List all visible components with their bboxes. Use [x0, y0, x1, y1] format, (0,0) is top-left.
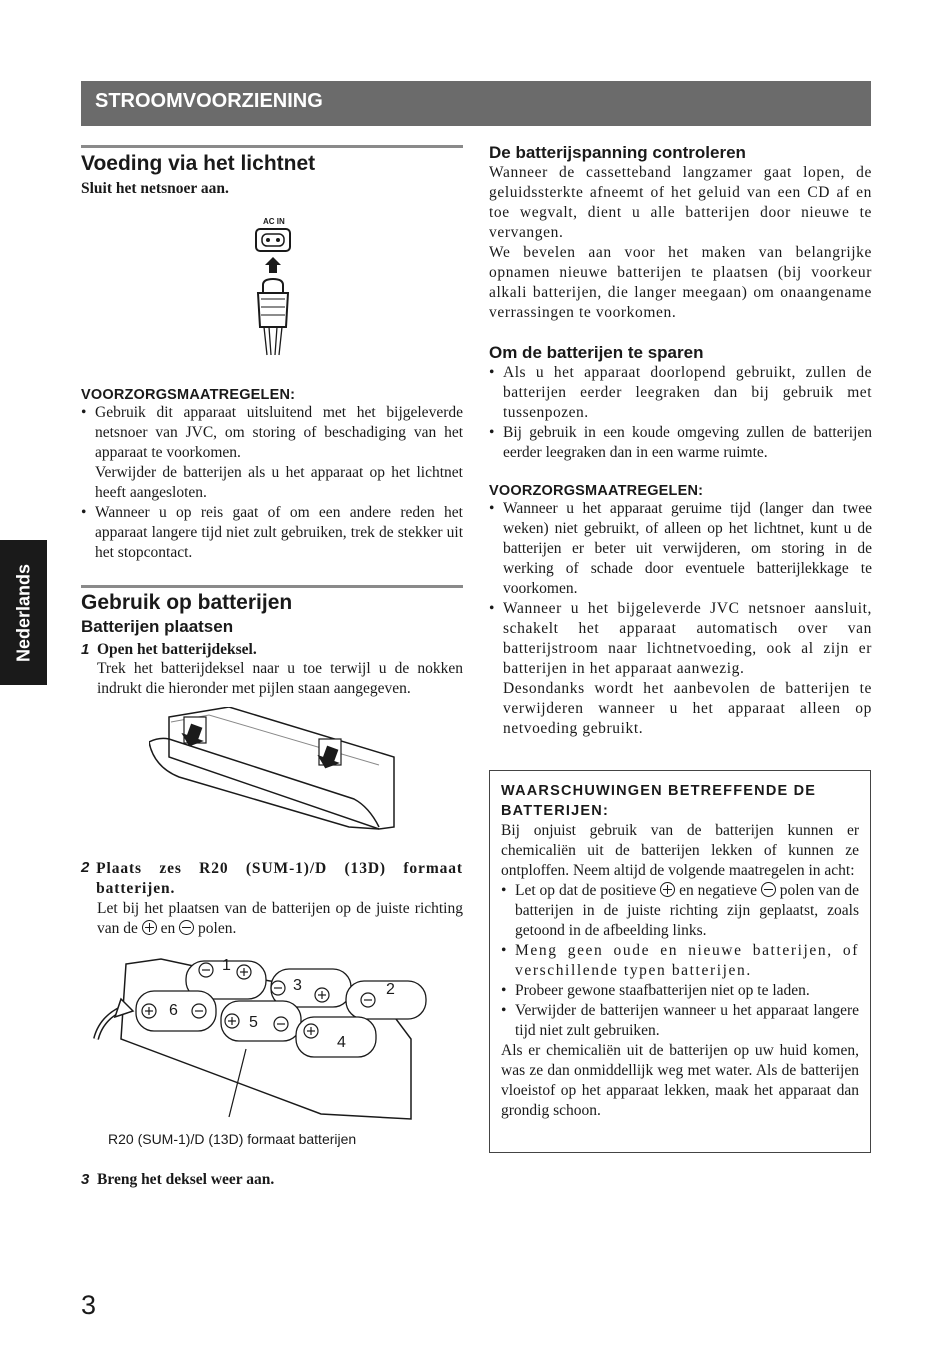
list-item	[501, 881, 859, 941]
battery-number: 2	[386, 981, 395, 998]
step-number: 1	[81, 641, 90, 658]
battery-number: 5	[249, 1014, 258, 1031]
step-title: Breng het deksel weer aan.	[97, 1171, 275, 1188]
list-item-continuation: Desondanks wordt het aanbevolen de batterijen te verwijderen wanneer u het apparaat alleen op netvoeding gebruikt.	[503, 680, 872, 737]
list-item: • Wanneer u op reis gaat of om een andere reden het apparaat langere tijd niet zult gebruiken, trek de stekker uit het stopcontact.	[81, 503, 463, 563]
list-item: • Gebruik dit apparaat uitsluitend met het bijgeleverde netsnoer van JVC, om storing of beschadiging van het apparaat te voorkomen.	[81, 403, 463, 463]
list-item: • Bij gebruik in een koude omgeving zullen de batterijen eerder leegraken dan in een warme ruimte.	[489, 423, 872, 463]
ac-in-label: AC IN	[263, 217, 285, 226]
section-banner	[81, 81, 871, 126]
plus-pole-icon	[142, 920, 157, 935]
step-3	[81, 1171, 463, 1189]
batteries-heading: Gebruik op batterijen	[81, 591, 293, 614]
step-1	[81, 641, 463, 699]
list-item-text: polen van de batterijen in de juiste richting zijn geplaatst, zoals getoond in de afbeelding links.	[515, 882, 860, 939]
list-item: • Probeer gewone staafbatterijen niet op te laden.	[501, 981, 859, 1001]
battery-compartment-illustration	[81, 939, 463, 1149]
battery-number: 6	[169, 1002, 178, 1019]
battery-compartment-figure	[81, 939, 463, 1159]
list-item-text: Let op dat de positieve	[515, 882, 657, 899]
step-2	[81, 859, 463, 939]
step-body	[81, 899, 463, 939]
section-rule	[81, 145, 463, 148]
power-plug-icon	[248, 227, 308, 387]
list-item: • Als u het apparaat doorlopend gebruikt, zullen de batterijen eerder leegraken dan bij gebruik met tussenpozen.	[489, 363, 872, 423]
step-title: Plaats zes R20 (SUM-1)/D (13D) formaat batterijen.	[96, 860, 463, 897]
step-number: 2	[81, 859, 90, 876]
left-column	[81, 145, 463, 1189]
battery-number: 4	[337, 1034, 346, 1051]
save-heading: Om de batterijen te sparen	[489, 343, 704, 362]
save-list	[489, 363, 872, 463]
page-number: 3	[81, 1290, 97, 1320]
insert-batteries-subheading: Batterijen plaatsen	[81, 617, 234, 636]
language-tab	[0, 540, 47, 685]
list-item-text: en negatieve	[679, 882, 757, 899]
list-item: • Meng geen oude en nieuwe batterijen, of verschillende typen batterijen.	[501, 941, 859, 981]
list-item: • Wanneer u het bijgeleverde JVC netsnoer aansluit, schakelt het apparaat automatisch over van batterijstroom naar lichtnetvoeding, ook al zijn er batterijen in het apparaat aanwezig.	[489, 599, 872, 679]
list-item: • Verwijder de batterijen wanneer u het apparaat langere tijd niet zult gebruiken.	[501, 1001, 859, 1041]
precautions-heading: VOORZORGSMAATREGELEN:	[81, 387, 296, 403]
precautions-list	[81, 403, 463, 463]
check-paragraph: Wanneer de cassetteband langzamer gaat lopen, de geluidssterkte afneemt of het geluid van een CD af en toe wegvalt, dient u alle batterijen door nieuwe te vervangen.	[489, 164, 872, 241]
minus-pole-icon	[761, 882, 776, 897]
plus-pole-icon	[660, 882, 675, 897]
step-2-title-row	[81, 859, 463, 899]
warnings-outro: Als er chemicaliën uit de batterijen op uw huid komen, was ze dan onmiddellijk weg met water. Als de batterijen vloeistof op het apparaat lekken, maak het apparaat dan grondig schoon.	[501, 1042, 859, 1119]
list-item-continuation: Verwijder de batterijen als u het apparaat op het lichtnet heeft aangesloten.	[95, 464, 463, 501]
step-body: Trek het batterijdeksel naar u toe terwijl u de nokken indrukt die hieronder met pijlen staan aangegeven.	[97, 660, 463, 697]
battery-warnings-box	[489, 770, 871, 1153]
precautions-heading: VOORZORGSMAATREGELEN:	[489, 483, 704, 499]
battery-number: 1	[222, 957, 231, 974]
mains-instruction: Sluit het netsnoer aan.	[81, 180, 229, 197]
section-title: STROOMVOORZIENING	[95, 90, 323, 112]
check-heading: De batterijspanning controleren	[489, 143, 746, 162]
warnings-list	[501, 881, 859, 1041]
right-column	[489, 143, 872, 739]
precautions-list-2	[81, 503, 463, 563]
check-paragraph: We bevelen aan voor het maken van belangrijke opnamen nieuwe batterijen te plaatsen (bij voorkeur alkali batterijen, die langer meegaan) om onaangename verrassingen te voorkomen.	[489, 244, 872, 321]
language-tab-label: Nederlands	[13, 563, 33, 662]
section-rule	[81, 585, 463, 588]
step-body-text: polen.	[198, 920, 237, 937]
battery-cover-illustration	[149, 707, 409, 847]
minus-pole-icon	[179, 920, 194, 935]
power-cord-figure	[81, 199, 463, 381]
step-title: Open het batterijdeksel.	[97, 641, 257, 658]
step-body-text: Let bij het plaatsen van de batterijen op de juiste richting van de	[97, 900, 463, 937]
warnings-heading: WAARSCHUWINGEN BETREFFENDE DE BATTERIJEN:	[501, 783, 817, 819]
figure-caption: R20 (SUM-1)/D (13D) formaat batterijen	[108, 1131, 357, 1147]
mains-heading: Voeding via het lichtnet	[81, 152, 316, 175]
precautions-list	[489, 499, 872, 679]
step-number: 3	[81, 1171, 90, 1188]
step-body-text: en	[160, 920, 176, 937]
list-item: • Wanneer u het apparaat geruime tijd (langer dan twee weken) niet gebruikt, of alleen op het lichtnet, kunt u de batterijen er beter uit verwijderen, om storing in de werking of schade door eventuele batterijlekkage te voorkomen.	[489, 499, 872, 599]
battery-number: 3	[293, 977, 302, 994]
warnings-intro: Bij onjuist gebruik van de batterijen kunnen er chemicaliën uit de batterijen lekken of kunnen ze ontploffen. Neem altijd de volgende maatregelen in acht:	[501, 822, 859, 879]
